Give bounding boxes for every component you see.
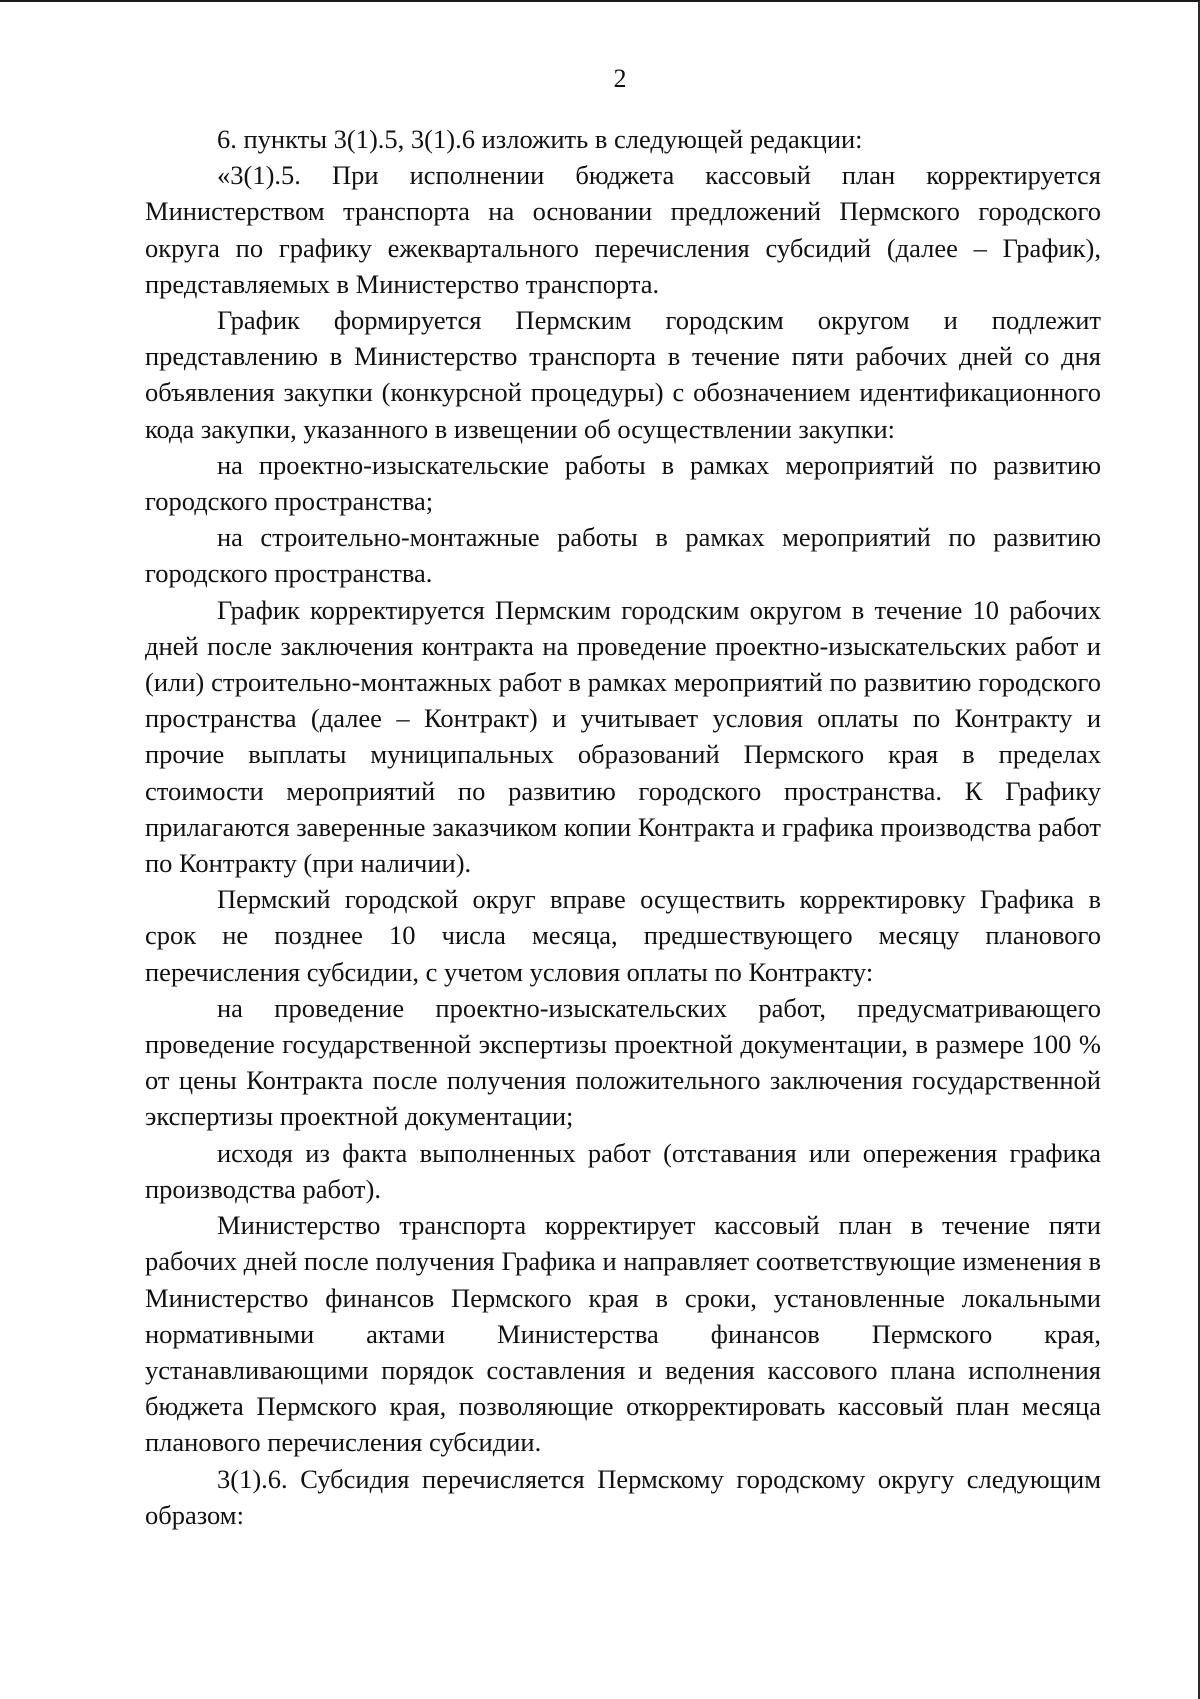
paragraph-3-1-5: «3(1).5. При исполнении бюджета кассовый план корректируется Министерством транспорта на основании предложений Пермского городского округа по графику ежеквартального перечисления субсидий (далее – График), представляемых в Министерство транспорта. (145, 160, 1101, 299)
page-number: 2 (613, 64, 627, 93)
document-body (145, 121, 1101, 1533)
paragraph-expertise-payment: на проведение проектно-изыскательских работ, предусматривающего проведение государственной экспертизы проектной документации, в размере 100 % от цены Контракта после получения положительного заключения государственной экспертизы проектной документации; (145, 992, 1101, 1132)
paragraph-schedule-adjustment: График корректируется Пермским городским округом в течение 10 рабочих дней после заключения контракта на проведение проектно-изыскательских работ и (или) строительно-монтажных работ в рамках мероприятий по развитию городского пространства (далее – Контракт) и учитывает условия оплаты по Контракту и прочие выплаты муниципальных образований Пермского края в пределах стоимости мероприятий по развитию городского пространства. К Графику прилагаются заверенные заказчиком копии Контракта и графика производства работ по Контракту (при наличии). (145, 594, 1101, 879)
paragraph-schedule-formation: График формируется Пермским городским округом и подлежит представлению в Министерство транспорта в течение пяти рабочих дней со дня объявления закупки (конкурсной процедуры) с обозначением идентификационного кода закупки, указанного в извещении об осуществлении закупки: (145, 305, 1101, 444)
paragraph-adjustment-right: Пермский городской округ вправе осуществить корректировку Графика в срок не позднее 10 числа месяца, предшествующего месяцу планового перечисления субсидии, с учетом условия оплаты по Контракту: (145, 884, 1101, 987)
paragraph-3-1-6: 3(1).6. Субсидия перечисляется Пермскому городскому округу следующим образом: (145, 1463, 1101, 1530)
paragraph-construction-works: на строительно-монтажные работы в рамках мероприятий по развитию городского пространства. (145, 522, 1101, 589)
paragraph-cash-plan-adjustment: Министерство транспорта корректирует кассовый план в течение пяти рабочих дней после получения Графика и направляет соответствующие изменения в Министерство финансов Пермского края в сроки, установленные локальными нормативными актами Министерства финансов Пермского края, устанавливающими порядок составления и ведения кассового плана исполнения бюджета Пермского края, позволяющие откорректировать кассовый план месяца планового перечисления субсидии. (145, 1210, 1101, 1458)
paragraph-actual-works: исходя из факта выполненных работ (отставания или опережения графика производства работ). (145, 1137, 1101, 1204)
paragraph-item-6: 6. пункты 3(1).5, 3(1).6 изложить в следующей редакции: (217, 124, 863, 154)
paragraph-design-survey-works: на проектно-изыскательские работы в рамках мероприятий по развитию городского пространства; (145, 449, 1101, 517)
